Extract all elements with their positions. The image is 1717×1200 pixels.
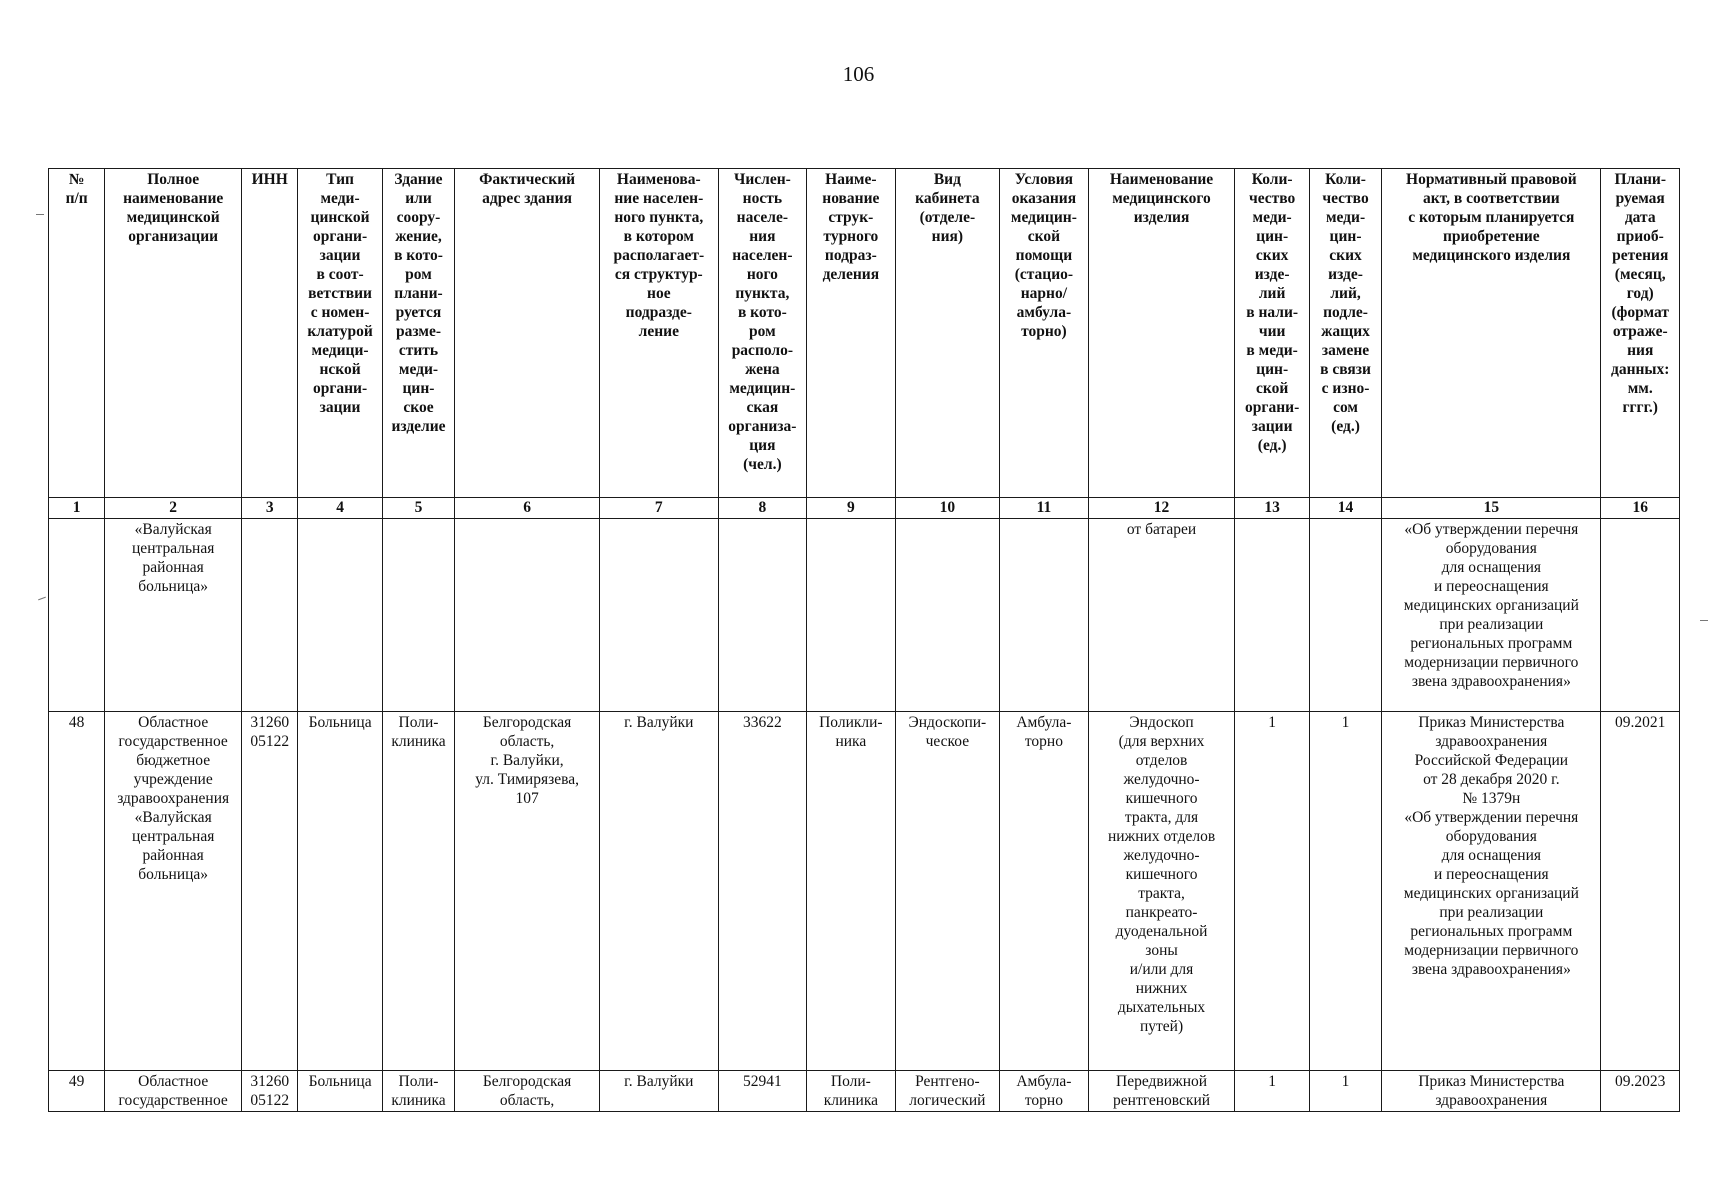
header-cell: Наименование медицинского изделия (1088, 169, 1235, 498)
header-cell: Коли- чество меди- цин- ских изде- лий в нали- чии в меди- цин- ской органи- зации (ед.) (1235, 169, 1309, 498)
column-number: 14 (1309, 498, 1381, 519)
cell-care-conditions: Амбула- торно (1000, 1071, 1088, 1112)
scan-mark (38, 597, 46, 601)
cell-subdivision: Поликли- ника (807, 712, 895, 1071)
header-cell: Коли- чество меди- цин- ских изде- лий, подле- жащих замене в связи с изно- сом (ед.) (1309, 169, 1381, 498)
header-cell: Нормативный правовой акт, в соответствии с которым планируется приобретение медицинского изделия (1382, 169, 1601, 498)
column-number: 15 (1382, 498, 1601, 519)
cell-building (382, 519, 454, 712)
cell-subdivision (807, 519, 895, 712)
cell-population: 33622 (718, 712, 806, 1071)
column-number-row (49, 498, 1680, 519)
cell-devices-available: 1 (1235, 1071, 1309, 1112)
header-cell: Тип меди- цинской органи- зации в соот- ветствии с номен- клатурой медици- нской органи- зации (298, 169, 382, 498)
cell-planned-date: 09.2023 (1601, 1071, 1680, 1112)
cell-organization-type: Больница (298, 712, 382, 1071)
cell-row-number: 49 (49, 1071, 105, 1112)
header-cell: Здание или соору- жение, в кото- ром плани- руется разме- стить меди- цин- ское изделие (382, 169, 454, 498)
cell-cabinet-type: Рентгено- логический (895, 1071, 1000, 1112)
cell-population: 52941 (718, 1071, 806, 1112)
cell-organization-type (298, 519, 382, 712)
table-row (49, 1071, 1680, 1112)
table-row (49, 712, 1680, 1071)
column-number: 12 (1088, 498, 1235, 519)
column-number: 6 (455, 498, 600, 519)
column-number: 7 (599, 498, 718, 519)
column-number: 10 (895, 498, 1000, 519)
column-number: 9 (807, 498, 895, 519)
cell-legal-act: Приказ Министерства здравоохранения (1382, 1071, 1601, 1112)
cell-device-name: от батареи (1088, 519, 1235, 712)
header-cell: Наименова- ние населен- ного пункта, в котором располагает- ся структур- ное подразде- ление (599, 169, 718, 498)
cell-settlement: г. Валуйки (599, 712, 718, 1071)
cell-inn: 31260 05122 (242, 712, 298, 1071)
header-cell: Плани- руемая дата приоб- ретения (месяц, год) (формат отраже- ния данных: мм. гггг.) (1601, 169, 1680, 498)
cell-building: Поли- клиника (382, 1071, 454, 1112)
header-cell: Условия оказания медицин- ской помощи (стацио- нарно/ амбула- торно) (1000, 169, 1088, 498)
cell-devices-to-replace: 1 (1309, 1071, 1381, 1112)
cell-cabinet-type: Эндоскопи- ческое (895, 712, 1000, 1071)
header-cell: Наиме- нование струк- турного подраз- деления (807, 169, 895, 498)
header-cell: № п/п (49, 169, 105, 498)
cell-organization-name: Областное государственное (105, 1071, 242, 1112)
cell-devices-available: 1 (1235, 712, 1309, 1071)
header-cell: Числен- ность населе- ния населен- ного пункта, в кото- ром располо- жена медицин- ская организа- ция (чел.) (718, 169, 806, 498)
scan-mark (1700, 620, 1708, 621)
cell-inn (242, 519, 298, 712)
cell-building: Поли- клиника (382, 712, 454, 1071)
cell-devices-to-replace (1309, 519, 1381, 712)
cell-care-conditions (1000, 519, 1088, 712)
column-number: 1 (49, 498, 105, 519)
table-row-continuation (49, 519, 1680, 712)
cell-settlement (599, 519, 718, 712)
page-number: 106 (842, 62, 875, 86)
scan-mark (36, 214, 44, 215)
cell-organization-name: «Валуйская центральная районная больница» (105, 519, 242, 712)
cell-organization-type: Больница (298, 1071, 382, 1112)
cell-address (455, 519, 600, 712)
column-number: 2 (105, 498, 242, 519)
cell-subdivision: Поли- клиника (807, 1071, 895, 1112)
column-number: 5 (382, 498, 454, 519)
cell-devices-available (1235, 519, 1309, 712)
column-number: 4 (298, 498, 382, 519)
cell-planned-date: 09.2021 (1601, 712, 1680, 1071)
cell-legal-act: «Об утверждении перечня оборудования для оснащения и переоснащения медицинских организаций при реализации региональных программ модернизации первичного звена здравоохранения» (1382, 519, 1601, 712)
cell-cabinet-type (895, 519, 1000, 712)
table-header-row (49, 169, 1680, 498)
column-number: 16 (1601, 498, 1680, 519)
cell-address: Белгородская область, г. Валуйки, ул. Тимирязева, 107 (455, 712, 600, 1071)
header-cell: Вид кабинета (отделе- ния) (895, 169, 1000, 498)
header-cell: Фактический адрес здания (455, 169, 600, 498)
cell-legal-act: Приказ Министерства здравоохранения Российской Федерации от 28 декабря 2020 г. № 1379н «Об утверждении перечня оборудования для оснащения и переоснащения медицинских организаций при реализации региональных программ модернизации первичного звена здравоохранения» (1382, 712, 1601, 1071)
cell-row-number (49, 519, 105, 712)
column-number: 13 (1235, 498, 1309, 519)
column-number: 3 (242, 498, 298, 519)
cell-care-conditions: Амбула- торно (1000, 712, 1088, 1071)
header-cell: ИНН (242, 169, 298, 498)
cell-population (718, 519, 806, 712)
cell-row-number: 48 (49, 712, 105, 1071)
header-cell: Полное наименование медицинской организации (105, 169, 242, 498)
cell-settlement: г. Валуйки (599, 1071, 718, 1112)
cell-organization-name: Областное государственное бюджетное учреждение здравоохранения «Валуйская центральная районная больница» (105, 712, 242, 1071)
cell-planned-date (1601, 519, 1680, 712)
cell-address: Белгородская область, (455, 1071, 600, 1112)
cell-devices-to-replace: 1 (1309, 712, 1381, 1071)
column-number: 11 (1000, 498, 1088, 519)
cell-inn: 31260 05122 (242, 1071, 298, 1112)
cell-device-name: Передвижной рентгеновский (1088, 1071, 1235, 1112)
equipment-table (48, 168, 1680, 1112)
column-number: 8 (718, 498, 806, 519)
cell-device-name: Эндоскоп (для верхних отделов желудочно- кишечного тракта, для нижних отделов желудочно- кишечного тракта, панкреато- дуоденальной зоны и/или для нижних дыхательных путей) (1088, 712, 1235, 1071)
